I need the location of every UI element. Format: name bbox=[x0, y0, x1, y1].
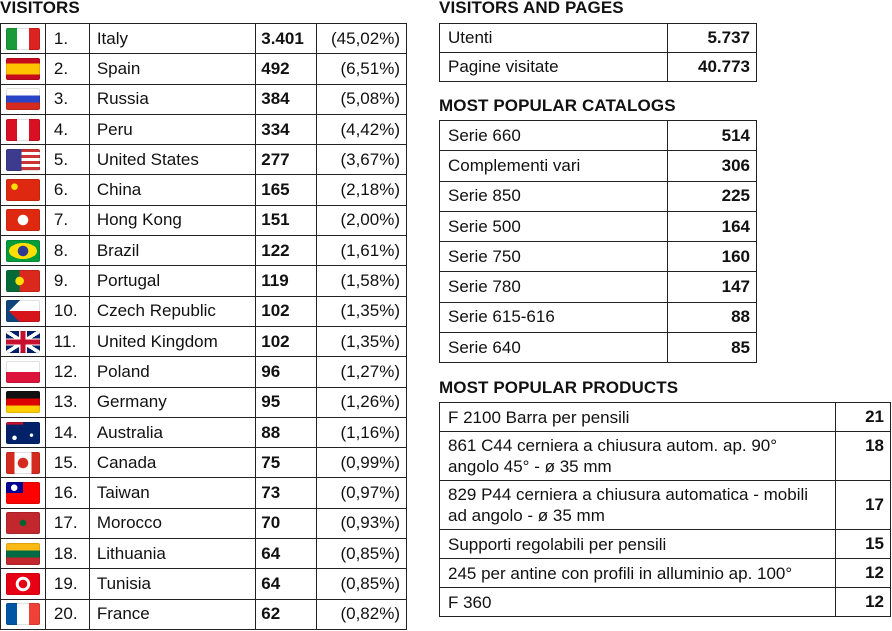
flag-cell bbox=[1, 145, 46, 175]
rank-cell: 7. bbox=[45, 205, 89, 235]
visitors-table bbox=[0, 23, 407, 630]
catalog-row-label: Serie 750 bbox=[440, 242, 668, 272]
percentage-cell: (0,85%) bbox=[317, 569, 407, 599]
flag-cell bbox=[1, 387, 46, 417]
flag-cell bbox=[1, 296, 46, 326]
visitor-count-cell: 492 bbox=[256, 54, 317, 84]
catalog-row-label: Complementi vari bbox=[440, 151, 668, 181]
catalog-row-label: Serie 615-616 bbox=[440, 302, 668, 332]
visitor-row bbox=[1, 448, 407, 478]
flag-cell bbox=[1, 54, 46, 84]
stat-row-value: 40.773 bbox=[668, 53, 757, 82]
united-states-flag-icon bbox=[6, 149, 40, 171]
visitor-count-cell: 277 bbox=[256, 145, 317, 175]
rank-cell: 8. bbox=[45, 236, 89, 266]
product-row bbox=[440, 559, 891, 588]
australia-flag-icon bbox=[6, 422, 40, 444]
products-table bbox=[439, 402, 891, 617]
rank-cell: 10. bbox=[45, 296, 89, 326]
stat-row bbox=[440, 24, 757, 53]
visitor-row bbox=[1, 114, 407, 144]
visitor-count-cell: 119 bbox=[256, 266, 317, 296]
czech-republic-flag-icon bbox=[6, 300, 40, 322]
country-cell: China bbox=[89, 175, 255, 205]
catalog-row-label: Serie 660 bbox=[440, 121, 668, 151]
product-row-label: Supporti regolabili per pensili bbox=[440, 530, 836, 559]
visitor-count-cell: 102 bbox=[256, 326, 317, 356]
visitor-count-cell: 334 bbox=[256, 114, 317, 144]
country-cell: Spain bbox=[89, 54, 255, 84]
percentage-cell: (0,82%) bbox=[317, 599, 407, 629]
catalog-row-value: 160 bbox=[668, 242, 757, 272]
rank-cell: 13. bbox=[45, 387, 89, 417]
country-cell: Canada bbox=[89, 448, 255, 478]
country-cell: Morocco bbox=[89, 508, 255, 538]
percentage-cell: (2,00%) bbox=[317, 205, 407, 235]
catalog-row bbox=[440, 242, 757, 272]
country-cell: Tunisia bbox=[89, 569, 255, 599]
percentage-cell: (6,51%) bbox=[317, 54, 407, 84]
percentage-cell: (2,18%) bbox=[317, 175, 407, 205]
stat-row-label: Utenti bbox=[440, 24, 668, 53]
percentage-cell: (3,67%) bbox=[317, 145, 407, 175]
product-row-value: 15 bbox=[836, 530, 891, 559]
flag-cell bbox=[1, 448, 46, 478]
catalogs-title: MOST POPULAR CATALOGS bbox=[439, 96, 676, 115]
visitor-count-cell: 384 bbox=[256, 84, 317, 114]
visitor-count-cell: 64 bbox=[256, 539, 317, 569]
country-cell: Australia bbox=[89, 417, 255, 447]
rank-cell: 17. bbox=[45, 508, 89, 538]
catalog-row-value: 88 bbox=[668, 302, 757, 332]
rank-cell: 6. bbox=[45, 175, 89, 205]
catalog-row-label: Serie 850 bbox=[440, 181, 668, 211]
flag-cell bbox=[1, 175, 46, 205]
rank-cell: 14. bbox=[45, 417, 89, 447]
brazil-flag-icon bbox=[6, 240, 40, 262]
visitor-count-cell: 73 bbox=[256, 478, 317, 508]
percentage-cell: (0,85%) bbox=[317, 539, 407, 569]
product-row-value: 17 bbox=[836, 481, 891, 530]
visitor-count-cell: 165 bbox=[256, 175, 317, 205]
visitors-title: VISITORS bbox=[0, 0, 80, 17]
flag-cell bbox=[1, 478, 46, 508]
visitor-count-cell: 95 bbox=[256, 387, 317, 417]
country-cell: United States bbox=[89, 145, 255, 175]
tunisia-flag-icon bbox=[6, 573, 40, 595]
country-cell: Russia bbox=[89, 84, 255, 114]
catalog-row bbox=[440, 333, 757, 363]
percentage-cell: (5,08%) bbox=[317, 84, 407, 114]
product-row-label: 829 P44 cerniera a chiusura automatica - mobili ad angolo - ø 35 mm bbox=[440, 481, 836, 530]
product-row bbox=[440, 530, 891, 559]
country-cell: Poland bbox=[89, 357, 255, 387]
catalog-row-value: 85 bbox=[668, 333, 757, 363]
rank-cell: 9. bbox=[45, 266, 89, 296]
flag-cell bbox=[1, 236, 46, 266]
catalog-row-label: Serie 640 bbox=[440, 333, 668, 363]
lithuania-flag-icon bbox=[6, 543, 40, 565]
catalog-row-value: 164 bbox=[668, 211, 757, 241]
percentage-cell: (0,99%) bbox=[317, 448, 407, 478]
percentage-cell: (0,93%) bbox=[317, 508, 407, 538]
country-cell: Taiwan bbox=[89, 478, 255, 508]
catalog-row-value: 514 bbox=[668, 121, 757, 151]
visitor-count-cell: 70 bbox=[256, 508, 317, 538]
percentage-cell: (1,26%) bbox=[317, 387, 407, 417]
percentage-cell: (1,27%) bbox=[317, 357, 407, 387]
flag-cell bbox=[1, 266, 46, 296]
product-row bbox=[440, 588, 891, 617]
flag-cell bbox=[1, 114, 46, 144]
rank-cell: 20. bbox=[45, 599, 89, 629]
stat-row-value: 5.737 bbox=[668, 24, 757, 53]
product-row-label: 245 per antine con profili in alluminio ap. 100° bbox=[440, 559, 836, 588]
rank-cell: 11. bbox=[45, 326, 89, 356]
percentage-cell: (0,97%) bbox=[317, 478, 407, 508]
catalog-row-value: 147 bbox=[668, 272, 757, 302]
peru-flag-icon bbox=[6, 119, 40, 141]
country-cell: Brazil bbox=[89, 236, 255, 266]
catalog-row bbox=[440, 121, 757, 151]
country-cell: United Kingdom bbox=[89, 326, 255, 356]
country-cell: Portugal bbox=[89, 266, 255, 296]
catalog-row-value: 306 bbox=[668, 151, 757, 181]
product-row-value: 21 bbox=[836, 403, 891, 432]
visitor-row bbox=[1, 236, 407, 266]
percentage-cell: (1,58%) bbox=[317, 266, 407, 296]
rank-cell: 3. bbox=[45, 84, 89, 114]
visitor-row bbox=[1, 508, 407, 538]
rank-cell: 5. bbox=[45, 145, 89, 175]
visitor-count-cell: 151 bbox=[256, 205, 317, 235]
product-row-value: 12 bbox=[836, 588, 891, 617]
product-row-label: 861 C44 cerniera a chiusura autom. ap. 90° angolo 45° - ø 35 mm bbox=[440, 432, 836, 481]
flag-cell bbox=[1, 84, 46, 114]
percentage-cell: (1,35%) bbox=[317, 296, 407, 326]
stat-row-label: Pagine visitate bbox=[440, 53, 668, 82]
flag-cell bbox=[1, 417, 46, 447]
product-row bbox=[440, 481, 891, 530]
visitor-row bbox=[1, 205, 407, 235]
visitor-row bbox=[1, 145, 407, 175]
visitor-count-cell: 122 bbox=[256, 236, 317, 266]
percentage-cell: (4,42%) bbox=[317, 114, 407, 144]
country-cell: Germany bbox=[89, 387, 255, 417]
visitor-count-cell: 62 bbox=[256, 599, 317, 629]
visitor-count-cell: 88 bbox=[256, 417, 317, 447]
catalog-row bbox=[440, 151, 757, 181]
product-row bbox=[440, 432, 891, 481]
rank-cell: 12. bbox=[45, 357, 89, 387]
hong-kong-flag-icon bbox=[6, 209, 40, 231]
percentage-cell: (45,02%) bbox=[317, 24, 407, 54]
stat-row bbox=[440, 53, 757, 82]
visitor-count-cell: 3.401 bbox=[256, 24, 317, 54]
visitors-pages-title: VISITORS AND PAGES bbox=[439, 0, 624, 17]
italy-flag-icon bbox=[6, 28, 40, 50]
russia-flag-icon bbox=[6, 88, 40, 110]
visitor-row bbox=[1, 326, 407, 356]
catalog-row bbox=[440, 181, 757, 211]
catalog-row-label: Serie 780 bbox=[440, 272, 668, 302]
product-row-label: F 360 bbox=[440, 588, 836, 617]
percentage-cell: (1,16%) bbox=[317, 417, 407, 447]
rank-cell: 1. bbox=[45, 24, 89, 54]
catalog-row bbox=[440, 211, 757, 241]
united-kingdom-flag-icon bbox=[6, 331, 40, 353]
catalog-row-label: Serie 500 bbox=[440, 211, 668, 241]
visitor-row bbox=[1, 599, 407, 629]
visitor-row bbox=[1, 296, 407, 326]
taiwan-flag-icon bbox=[6, 482, 40, 504]
china-flag-icon bbox=[6, 179, 40, 201]
country-cell: Lithuania bbox=[89, 539, 255, 569]
visitor-row bbox=[1, 24, 407, 54]
morocco-flag-icon bbox=[6, 512, 40, 534]
catalog-row bbox=[440, 272, 757, 302]
canada-flag-icon bbox=[6, 452, 40, 474]
country-cell: Peru bbox=[89, 114, 255, 144]
flag-cell bbox=[1, 508, 46, 538]
catalogs-table bbox=[439, 120, 757, 363]
visitor-count-cell: 102 bbox=[256, 296, 317, 326]
visitor-count-cell: 75 bbox=[256, 448, 317, 478]
germany-flag-icon bbox=[6, 391, 40, 413]
country-cell: Hong Kong bbox=[89, 205, 255, 235]
product-row bbox=[440, 403, 891, 432]
flag-cell bbox=[1, 539, 46, 569]
visitor-row bbox=[1, 478, 407, 508]
country-cell: Czech Republic bbox=[89, 296, 255, 326]
france-flag-icon bbox=[6, 603, 40, 625]
visitor-row bbox=[1, 357, 407, 387]
visitors-pages-table bbox=[439, 23, 757, 82]
country-cell: Italy bbox=[89, 24, 255, 54]
visitor-row bbox=[1, 539, 407, 569]
rank-cell: 18. bbox=[45, 539, 89, 569]
rank-cell: 19. bbox=[45, 569, 89, 599]
catalog-row bbox=[440, 302, 757, 332]
rank-cell: 4. bbox=[45, 114, 89, 144]
percentage-cell: (1,61%) bbox=[317, 236, 407, 266]
percentage-cell: (1,35%) bbox=[317, 326, 407, 356]
poland-flag-icon bbox=[6, 361, 40, 383]
portugal-flag-icon bbox=[6, 270, 40, 292]
flag-cell bbox=[1, 569, 46, 599]
rank-cell: 2. bbox=[45, 54, 89, 84]
visitor-row bbox=[1, 54, 407, 84]
visitor-row bbox=[1, 569, 407, 599]
visitor-count-cell: 96 bbox=[256, 357, 317, 387]
flag-cell bbox=[1, 24, 46, 54]
product-row-label: F 2100 Barra per pensili bbox=[440, 403, 836, 432]
product-row-value: 18 bbox=[836, 432, 891, 481]
catalog-row-value: 225 bbox=[668, 181, 757, 211]
flag-cell bbox=[1, 357, 46, 387]
product-row-value: 12 bbox=[836, 559, 891, 588]
visitor-row bbox=[1, 84, 407, 114]
visitor-row bbox=[1, 417, 407, 447]
flag-cell bbox=[1, 599, 46, 629]
products-title: MOST POPULAR PRODUCTS bbox=[439, 378, 679, 397]
spain-flag-icon bbox=[6, 58, 40, 80]
flag-cell bbox=[1, 326, 46, 356]
country-cell: France bbox=[89, 599, 255, 629]
rank-cell: 16. bbox=[45, 478, 89, 508]
visitor-row bbox=[1, 387, 407, 417]
visitor-count-cell: 64 bbox=[256, 569, 317, 599]
rank-cell: 15. bbox=[45, 448, 89, 478]
visitor-row bbox=[1, 175, 407, 205]
flag-cell bbox=[1, 205, 46, 235]
visitor-row bbox=[1, 266, 407, 296]
